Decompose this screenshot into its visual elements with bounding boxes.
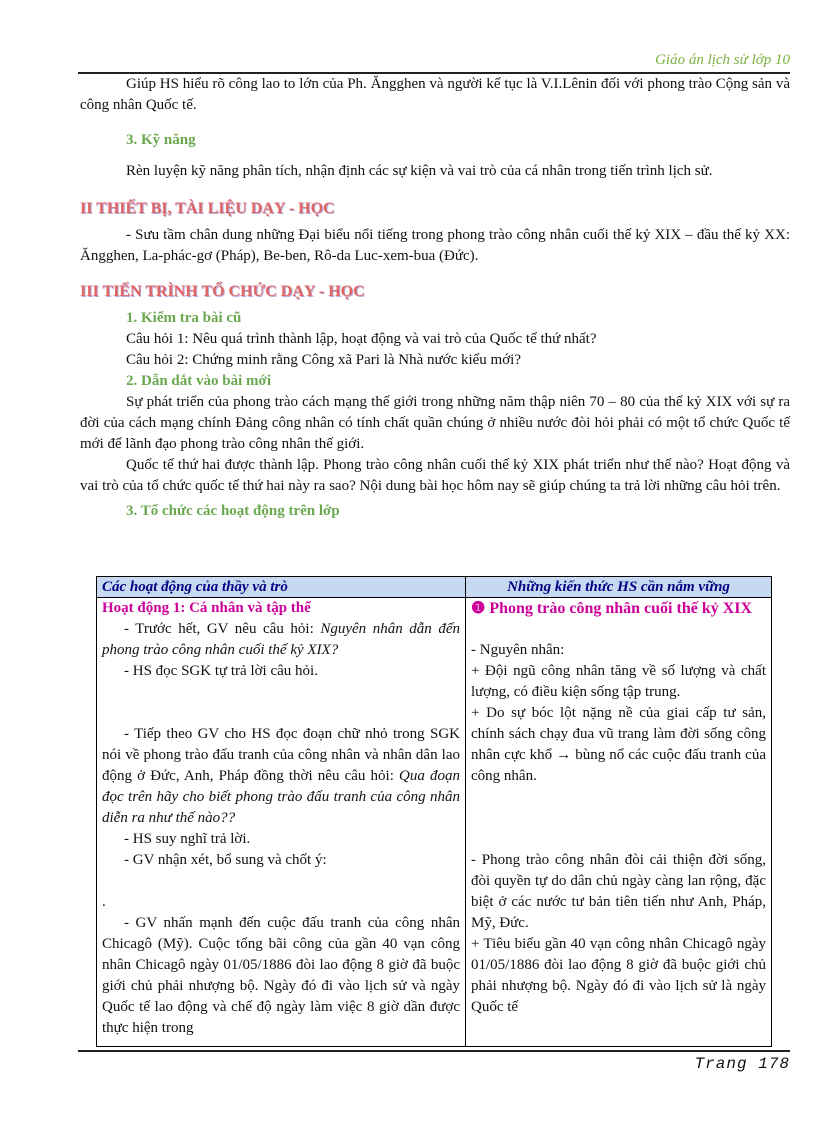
- section-2-heading: II THIẾT BỊ, TÀI LIỆU DẠY - HỌC: [80, 200, 335, 217]
- activity-step-1: [102, 619, 460, 661]
- intro-new-lesson-p1: Sự phát triển của phong trào cách mạng thế giới trong những năm thập niên 70 – 80 của thế kỷ XIX với sự ra đời của cách mạng chính Đảng công nhân có tính chất quần chúng ở nhiều nước đòi hỏi phải có một tổ chức Quốc tế mới để lãnh đạo phong trào công nhân thế giới.: [80, 394, 790, 452]
- column-header-knowledge: Những kiến thức HS cần nắm vững: [466, 577, 772, 598]
- intro-new-lesson-heading: 2. Dẫn dắt vào bài mới: [126, 373, 271, 389]
- activities-cell: [97, 598, 466, 1047]
- knowledge-point-2: + Do sự bóc lột nặng nề của giai cấp tư sản, chính sách chạy đua vũ trang làm đời sống công nhân cực khổ → bùng nổ các cuộc đấu tranh của công nhân.: [471, 705, 766, 784]
- page-header-title: Giáo án lịch sử lớp 10: [655, 52, 790, 68]
- activity-step-4: - HS suy nghĩ trả lời.: [124, 831, 251, 847]
- column-header-activities: Các hoạt động của thầy và trò: [97, 577, 466, 598]
- skills-paragraph: Rèn luyện kỹ năng phân tích, nhận định các sự kiện và vai trò của cá nhân trong tiến trình lịch sử.: [126, 163, 713, 179]
- skills-heading: 3. Kỹ năng: [126, 132, 196, 148]
- document-body: [80, 74, 790, 522]
- activity-step-2: - HS đọc SGK tự trả lời câu hỏi.: [124, 663, 318, 679]
- knowledge-title: ❶ Phong trào công nhân cuối thế kỷ XIX: [471, 600, 753, 617]
- knowledge-cell: [466, 598, 772, 1047]
- activity-step-3: [102, 724, 460, 829]
- class-activities-heading: 3. Tổ chức các hoạt động trên lớp: [126, 503, 340, 519]
- section-3-heading: III TIẾN TRÌNH TỔ CHỨC DẠY - HỌC: [80, 283, 365, 300]
- activity-step-1-text: - Trước hết, GV nêu câu hỏi:: [124, 621, 321, 637]
- activity-step-6: .: [102, 894, 106, 910]
- old-lesson-heading: 1. Kiểm tra bài cũ: [126, 310, 242, 326]
- activity-question-2: Qua đoạn đọc trên hãy cho biết phong trào đấu tranh của công nhân diễn ra như thế nào??: [102, 768, 460, 826]
- table-row: [97, 598, 772, 1047]
- activity-step-7: - GV nhấn mạnh đến cuộc đấu tranh của công nhân Chicagô (Mỹ). Cuộc tổng bãi công của gần 40 vạn công nhân Chicagô ngày 01/05/1886 đòi lao động 8 giờ đã buộc giới chủ phải nhượng bộ. Ngày đó đi vào lịch sử và ngày Quốc tế lao động và chế độ ngày làm việc 8 giờ dần được thực hiện trong: [102, 915, 460, 1036]
- intro-paragraph: Giúp HS hiểu rõ công lao to lớn của Ph. Ăngghen và người kế tục là V.I.Lênin đối với phong trào Cộng sản và công nhân Quốc tế.: [80, 76, 790, 113]
- activities-table: [96, 576, 772, 1047]
- intro-new-lesson-p2: Quốc tế thứ hai được thành lập. Phong trào công nhân cuối thế kỷ XIX phát triển như thế nào? Hoạt động và vai trò của tổ chức quốc tế thứ hai này ra sao? Nội dung bài học hôm nay sẽ giúp chúng ta trả lời những câu hỏi trên.: [80, 457, 790, 494]
- footer-rule: [78, 1050, 790, 1052]
- knowledge-point-1: + Đội ngũ công nhân tăng về số lượng và chất lượng, có điều kiện sống tập trung.: [471, 663, 766, 700]
- question-1: Câu hỏi 1: Nêu quá trình thành lập, hoạt động và vai trò của Quốc tế thứ nhất?: [126, 331, 597, 347]
- question-2: Câu hỏi 2: Chứng minh rằng Công xã Pari là Nhà nước kiểu mới?: [126, 352, 521, 368]
- table-header-row: [97, 577, 772, 598]
- activity-question-1: Nguyên nhân dẫn đến phong trào công nhân cuối thế kỷ XIX?: [102, 621, 460, 658]
- activity-title: Hoạt động 1: Cá nhân và tập thể: [102, 600, 311, 616]
- page-number: Trang 178: [694, 1055, 790, 1073]
- activity-step-3-text: - Tiếp theo GV cho HS đọc đoạn chữ nhỏ trong SGK nói về phong trào đấu tranh của công nhân và nhân dân lao động ở Đức, Anh, Pháp đồng thời nêu câu hỏi:: [102, 726, 460, 784]
- equipment-paragraph: - Sưu tầm chân dung những Đại biểu nổi tiếng trong phong trào công nhân cuối thế kỷ XIX – đầu thế kỷ XX: Ăngghen, La-phác-gơ (Pháp), Be-ben, Rô-da Luc-xem-bua (Đức).: [80, 227, 790, 264]
- knowledge-cause: - Nguyên nhân:: [471, 642, 565, 658]
- activity-step-5: - GV nhận xét, bổ sung và chốt ý:: [124, 852, 327, 868]
- knowledge-point-4: + Tiêu biểu gần 40 vạn công nhân Chicagô ngày 01/05/1886 đòi lao động 8 giờ đã buộc giới chủ phải nhượng bộ. Ngày đó đi vào lịch sử là ngày Quốc tế: [471, 936, 766, 1015]
- knowledge-point-3: - Phong trào công nhân đòi cải thiện đời sống, đòi quyền tự do dân chủ ngày càng lan rộng, đặc biệt ở các nước tư bản tiên tiến như Anh, Pháp, Mỹ, Đức.: [471, 852, 766, 931]
